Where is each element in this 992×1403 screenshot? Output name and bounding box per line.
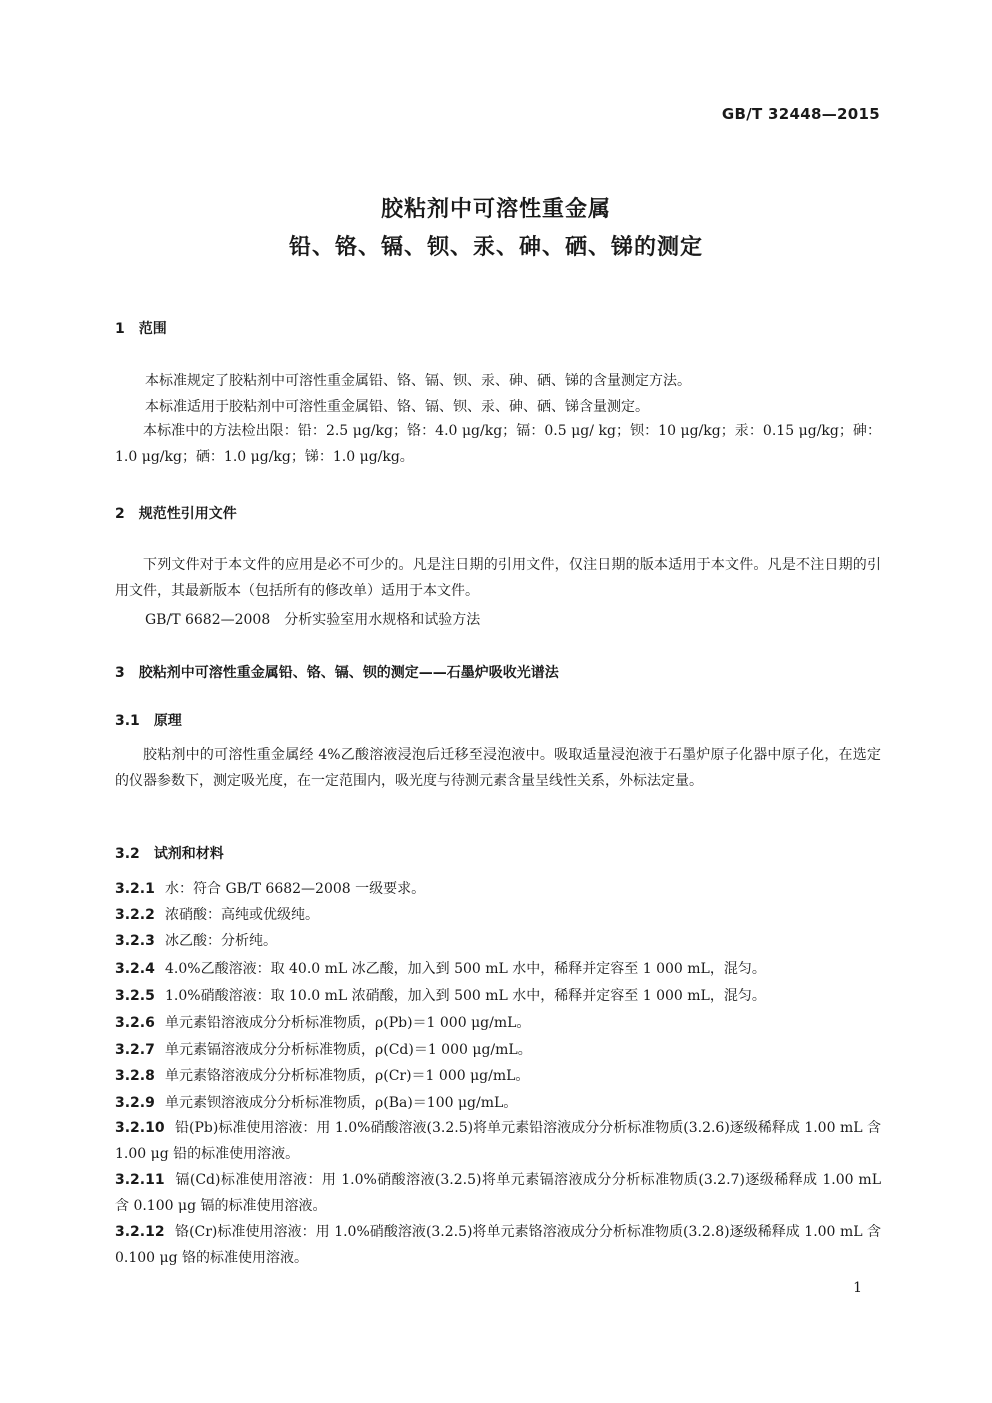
section-3-heading (115, 662, 559, 682)
list-item (115, 876, 881, 902)
section-1-heading (115, 318, 167, 338)
normative-reference: GB/T 6682—2008 分析实验室用水规格和试验方法 (145, 612, 481, 628)
list-item (115, 983, 881, 1009)
list-item (115, 1010, 881, 1036)
item-text: 单元素铅溶液成分分析标准物质，ρ(Pb)＝1 000 μg/mL。 (165, 1015, 531, 1031)
item-number: 3.2.6 (115, 1015, 155, 1031)
section-number: 3.2 (115, 846, 140, 862)
item-number: 3.2.11 (115, 1172, 165, 1188)
section-2-para-1: 下列文件对于本文件的应用是必不可少的。凡是注日期的引用文件，仅注日期的版本适用于本文件。凡是不注日期的引用文件，其最新版本（包括所有的修改单）适用于本文件。 (115, 557, 881, 599)
item-number: 3.2.9 (115, 1095, 155, 1111)
item-text: 铅(Pb)标准使用溶液：用 1.0%硝酸溶液(3.2.5)将单元素铅溶液成分分析标准物质(3.2.6)逐级稀释成 1.00 mL 含 1.00 μg 铅的标准使用溶液。 (115, 1120, 881, 1162)
item-number: 3.2.5 (115, 988, 155, 1004)
item-text: 单元素铬溶液成分分析标准物质，ρ(Cr)＝1 000 μg/mL。 (165, 1068, 530, 1084)
section-title: 原理 (153, 713, 182, 729)
item-number: 3.2.7 (115, 1042, 155, 1058)
page-title-line2: 铅、铬、镉、钡、汞、砷、硒、锑的测定 (288, 235, 703, 260)
item-text: 单元素镉溶液成分分析标准物质，ρ(Cd)＝1 000 μg/mL。 (165, 1042, 532, 1058)
item-text: 水：符合 GB/T 6682—2008 一级要求。 (165, 881, 426, 897)
section-1-para-1: 本标准规定了胶粘剂中可溶性重金属铅、铬、镉、钡、汞、砷、硒、锑的含量测定方法。 (145, 373, 691, 389)
section-number: 3.1 (115, 713, 140, 729)
list-item (115, 1115, 881, 1167)
item-number: 3.2.12 (115, 1224, 165, 1240)
section-1-para-3: 本标准中的方法检出限：铅：2.5 μg/kg；铬：4.0 μg/kg；镉：0.5 μg/ kg；钡：10 μg/kg；汞：0.15 μg/kg；砷：1.0 μg/kg；硒：1.0 μg/kg；锑：1.0 μg/kg。 (115, 423, 881, 465)
list-item (115, 1167, 881, 1219)
item-text: 铬(Cr)标准使用溶液：用 1.0%硝酸溶液(3.2.5)将单元素铬溶液成分分析标准物质(3.2.8)逐级稀释成 1.00 mL 含 0.100 μg 铬的标准使用溶液。 (115, 1224, 881, 1266)
item-text: 单元素钡溶液成分分析标准物质，ρ(Ba)＝100 μg/mL。 (165, 1095, 518, 1111)
section-title: 试剂和材料 (153, 846, 224, 862)
list-item (115, 1063, 881, 1089)
item-text: 浓硝酸：高纯或优级纯。 (165, 907, 319, 923)
section-title: 胶粘剂中可溶性重金属铅、铬、镉、钡的测定——石墨炉吸收光谱法 (138, 665, 559, 681)
item-text: 冰乙酸：分析纯。 (165, 933, 277, 949)
list-item (115, 956, 881, 982)
section-title: 范围 (138, 321, 167, 337)
section-3-2-heading (115, 843, 224, 863)
section-3-1-para: 胶粘剂中的可溶性重金属经 4%乙酸溶液浸泡后迁移至浸泡液中。吸取适量浸泡液于石墨炉原子化器中原子化，在选定的仪器参数下，测定吸光度，在一定范围内，吸光度与待测元素含量呈线性关系，外标法定量。 (115, 747, 881, 789)
list-item (115, 1219, 881, 1271)
section-number: 3 (115, 665, 125, 681)
item-number: 3.2.3 (115, 933, 155, 949)
section-2-heading (115, 503, 237, 523)
list-item (115, 928, 881, 954)
list-item (115, 902, 881, 928)
list-item (115, 1037, 881, 1063)
page-number: 1 (853, 1280, 862, 1296)
section-1-para-2: 本标准适用于胶粘剂中可溶性重金属铅、铬、镉、钡、汞、砷、硒、锑含量测定。 (145, 399, 649, 415)
section-3-1-heading (115, 710, 182, 730)
item-text: 4.0%乙酸溶液：取 40.0 mL 冰乙酸，加入到 500 mL 水中，稀释并定容至 1 000 mL，混匀。 (165, 961, 766, 977)
item-number: 3.2.1 (115, 881, 155, 897)
list-item (115, 1090, 881, 1116)
section-title: 规范性引用文件 (138, 506, 237, 522)
item-text: 镉(Cd)标准使用溶液：用 1.0%硝酸溶液(3.2.5)将单元素镉溶液成分分析标准物质(3.2.7)逐级稀释成 1.00 mL 含 0.100 μg 镉的标准使用溶液。 (115, 1172, 881, 1214)
item-text: 1.0%硝酸溶液：取 10.0 mL 浓硝酸，加入到 500 mL 水中，稀释并定容至 1 000 mL，混匀。 (165, 988, 766, 1004)
item-number: 3.2.2 (115, 907, 155, 923)
doc-code: GB/T 32448—2015 (721, 105, 880, 123)
item-number: 3.2.10 (115, 1120, 165, 1136)
section-number: 1 (115, 321, 125, 337)
page-title-line1: 胶粘剂中可溶性重金属 (380, 197, 611, 222)
item-number: 3.2.8 (115, 1068, 155, 1084)
section-number: 2 (115, 506, 125, 522)
item-number: 3.2.4 (115, 961, 155, 977)
